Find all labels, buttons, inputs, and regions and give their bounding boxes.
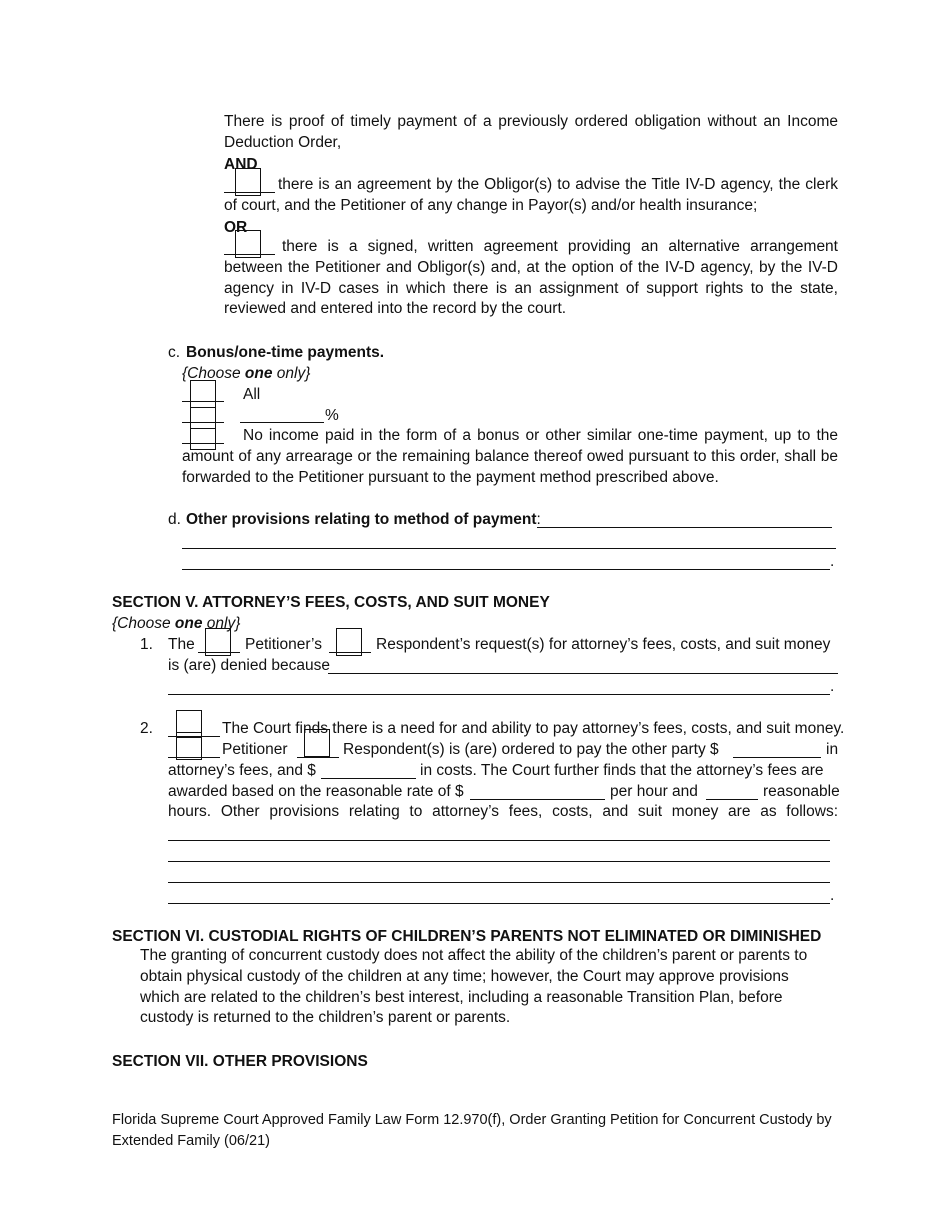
section-5-item-2-number: 2. xyxy=(140,720,153,737)
other-provisions-period: . xyxy=(830,553,835,570)
attorney-fees-amount-input[interactable] xyxy=(733,757,821,758)
other-provisions-input-line[interactable] xyxy=(182,548,836,549)
section-5-item-1-respondent: Respondent’s request(s) for attorney’s fees, costs, and suit money xyxy=(376,636,831,653)
section-5-item-2-petitioner: Petitioner xyxy=(222,741,288,758)
or-label: OR xyxy=(224,219,248,236)
checkbox-underline xyxy=(297,757,339,758)
fees-provisions-input-line[interactable] xyxy=(168,861,830,862)
section-6-heading: SECTION VI. CUSTODIAL RIGHTS OF CHILDREN’S PARENTS NOT ELIMINATED OR DIMINISHED xyxy=(112,928,822,945)
reasonable-hours-input[interactable] xyxy=(706,799,758,800)
section-5-respondent-checkbox[interactable] xyxy=(336,628,362,656)
proof-of-payment-text: There is proof of timely payment of a previously ordered obligation without an Income Deduction Order, xyxy=(224,113,838,151)
section-5-item-1-petitioner: Petitioner’s xyxy=(245,636,322,653)
other-provisions-input[interactable] xyxy=(537,527,832,528)
fees-provisions-input-line[interactable] xyxy=(168,903,830,904)
section-6-body: The granting of concurrent custody does not affect the ability of the children’s parent or parents to obtain physical custody of the children at any time; however, the Court may approve provisions which are related to the children’s best interest, including a reasonable Transition Plan, before custody is returned to the children’s parent or parents. xyxy=(140,947,808,1027)
other-provisions-letter: d. xyxy=(168,511,181,528)
denial-reason-input[interactable] xyxy=(328,673,838,674)
and-label: AND xyxy=(224,156,258,173)
costs-amount-input[interactable] xyxy=(321,778,416,779)
section-5-item-1-denied: is (are) denied because xyxy=(168,657,330,674)
hourly-rate-input[interactable] xyxy=(470,799,605,800)
denial-reason-input-line[interactable] xyxy=(168,694,830,695)
section-5-item-2-line-1: The Court finds there is a need for and ability to pay attorney’s fees, costs, and suit money. xyxy=(222,720,845,737)
section-5-petitioner-checkbox[interactable] xyxy=(205,628,231,656)
section-5-item-1-number: 1. xyxy=(140,636,153,653)
section-5-item-2-line-4b: per hour and xyxy=(610,783,698,800)
bonus-percent-input[interactable] xyxy=(240,422,324,423)
bonus-choose-instruction: {Choose one only} xyxy=(182,365,311,382)
section-5-item-2-line-4c: reasonable xyxy=(763,783,840,800)
section-5-item-2-period: . xyxy=(830,887,835,904)
section-5-item-2-in: in xyxy=(826,741,839,758)
section-5-heading: SECTION V. ATTORNEY’S FEES, COSTS, AND SUIT MONEY xyxy=(112,594,550,611)
section-5-choose-instruction: {Choose one only} xyxy=(112,615,241,632)
bonus-letter: c. xyxy=(168,344,181,361)
section-5-item-1-the: The xyxy=(168,636,195,653)
section-5-item-2-respondent: Respondent(s) is (are) ordered to pay the other party $ xyxy=(343,741,719,758)
section-5-item-2-respondent-checkbox[interactable] xyxy=(304,729,330,757)
section-7-heading: SECTION VII. OTHER PROVISIONS xyxy=(112,1053,368,1070)
bonus-none-text: No income paid in the form of a bonus or other similar one-time payment, up to the amount of any arrearage or the remaining balance thereof owed pursuant to this order, shall be forwarded to the Petitioner pursuant to the payment method prescribed above. xyxy=(182,427,838,486)
section-5-item-2-line-3a: attorney’s fees, and $ xyxy=(168,762,316,779)
section-5-item-2-petitioner-checkbox[interactable] xyxy=(176,732,202,760)
section-5-item-2-line-3b: in costs. The Court further finds that the attorney’s fees are xyxy=(420,762,824,779)
agreement-advise-text: there is an agreement by the Obligor(s) to advise the Title IV-D agency, the clerk of court, and the Petitioner of any change in Payor(s) and/or health insurance; xyxy=(224,176,838,214)
fees-provisions-input-line[interactable] xyxy=(168,882,830,883)
bonus-heading: Bonus/one-time payments. xyxy=(186,344,385,361)
fees-provisions-input-line[interactable] xyxy=(168,840,830,841)
section-5-item-2-line-4a: awarded based on the reasonable rate of $ xyxy=(168,783,464,800)
signed-agreement-text: there is a signed, written agreement providing an alternative arrangement between the Petitioner and Obligor(s) and, at the option of the IV-D agency, by the IV-D agency in IV-D cases in which there is an assignment of support rights to the state, reviewed and entered into the record by the court. xyxy=(224,238,838,318)
other-provisions-input-line[interactable] xyxy=(182,569,830,570)
section-5-item-2-line-5: hours. Other provisions relating to attorney’s fees, costs, and suit money are as follows: xyxy=(168,803,838,820)
form-footer: Florida Supreme Court Approved Family Law Form 12.970(f), Order Granting Petition for Concurrent Custody by Extended Family (06/21) xyxy=(112,1112,832,1149)
bonus-all-label: All xyxy=(243,386,261,403)
bonus-percent-sign: % xyxy=(325,407,339,424)
other-provisions-heading: Other provisions relating to method of payment: xyxy=(186,511,541,528)
section-5-item-1-period: . xyxy=(830,678,835,695)
